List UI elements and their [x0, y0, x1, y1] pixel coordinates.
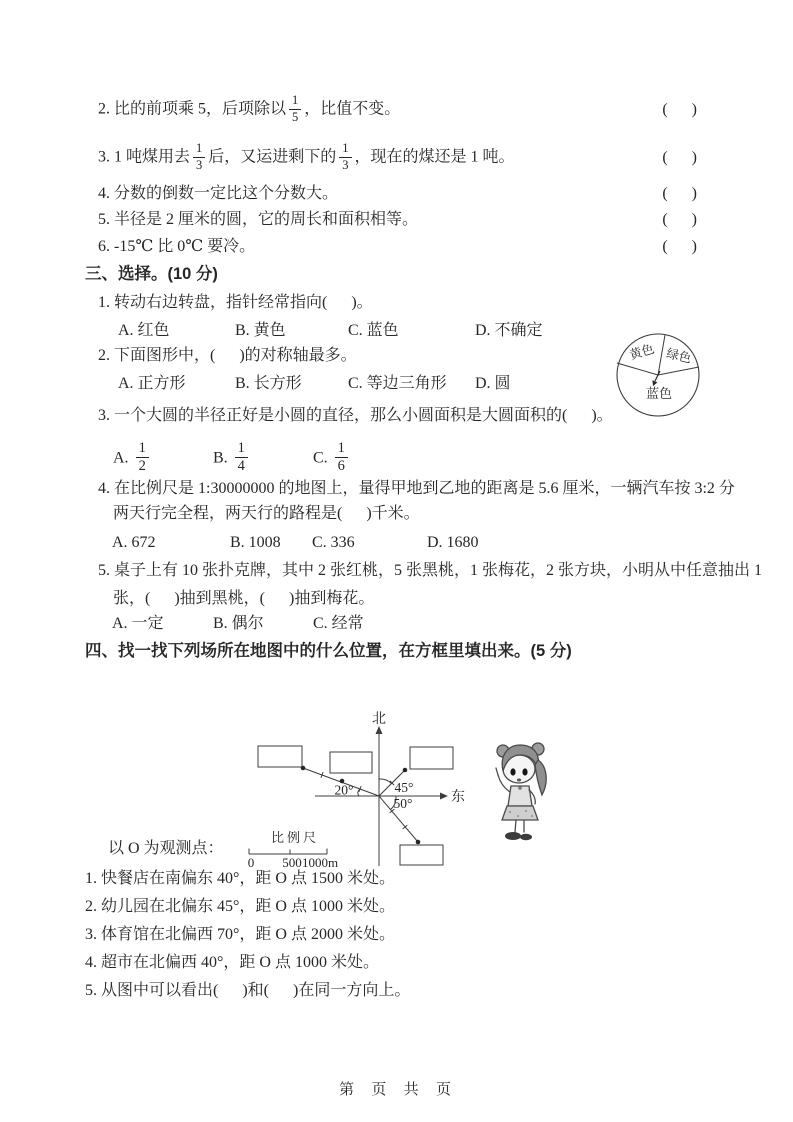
choice-q1-text: 1. 转动右边转盘，指针经常指向( )。: [98, 294, 373, 311]
option-b: B. 1008: [230, 534, 281, 551]
spinner-label-blue: 蓝色: [645, 386, 673, 401]
option-b: B. 偶尔: [213, 615, 264, 632]
fraction: $\frac{1}{5}$: [289, 94, 301, 123]
choice-q4-options: [98, 533, 738, 553]
option-b: B. $\frac{1}{4}$: [213, 442, 251, 475]
option-d: D. 圆: [475, 375, 511, 392]
north-label: 北: [372, 712, 386, 727]
judge-item-6: [98, 237, 697, 257]
answer-blank: ( ): [662, 101, 697, 118]
judge-item-2: [98, 90, 697, 130]
map-item-3: 3. 体育馆在北偏西 70°，距 O 点 2000 米处。: [85, 926, 395, 943]
fill-box-northwest-near: [330, 752, 372, 773]
option-a: A. 一定: [112, 615, 164, 632]
east-arrow-icon: [440, 793, 448, 800]
spinner-label-yellow: 黄色: [627, 341, 656, 363]
point-kindergarten: [403, 768, 408, 773]
fill-box-southeast: [400, 845, 443, 865]
option-b: B. 长方形: [235, 375, 302, 392]
answer-blank: ( ): [662, 149, 697, 166]
answer-blank: ( ): [662, 211, 697, 228]
fraction: $\frac{1}{4}$: [235, 441, 248, 474]
scale-tick-1000: 1000m: [301, 855, 339, 870]
choice-q4-line2: 两天行完全程，两天行的路程是( )千米。: [113, 505, 420, 522]
fraction: $\frac{1}{3}$: [193, 142, 205, 171]
option-c: C. 336: [312, 534, 355, 551]
option-a: A. 672: [112, 534, 156, 551]
fill-box-northeast: [410, 747, 453, 769]
choice-q4-line1: 4. 在比例尺是 1:30000000 的地图上，量得甲地到乙地的距离是 5.6 厘米，一辆汽车按 3:2 分: [98, 480, 735, 497]
option-c: C. 等边三角形: [348, 375, 447, 392]
north-arrow-icon: [376, 726, 383, 734]
option-a: A. 正方形: [118, 375, 186, 392]
angle-label-20: 20°: [334, 782, 354, 798]
spinner-label-green: 绿色: [665, 346, 693, 366]
fill-box-northwest-far: [258, 746, 302, 767]
point-restaurant: [416, 840, 421, 845]
point-gym: [301, 766, 306, 771]
statement-text: 4. 分数的倒数一定比这个分数大。: [98, 185, 339, 202]
fraction: $\frac{1}{6}$: [335, 441, 348, 474]
choice-q5-line2: 张，( )抽到黑桃，( )抽到梅花。: [113, 590, 375, 607]
map-item-2: 2. 幼儿园在北偏东 45°，距 O 点 1000 米处。: [85, 898, 395, 915]
map-item-5: 5. 从图中可以看出( )和( )在同一方向上。: [85, 982, 411, 999]
option-c: C. 经常: [313, 615, 364, 632]
answer-blank: ( ): [662, 185, 697, 202]
girl-illustration: [486, 698, 560, 884]
page-footer: 第 页 共 页: [338, 1081, 454, 1098]
scale-tick-0: 0: [247, 855, 255, 870]
option-c: C. $\frac{1}{6}$: [313, 442, 351, 475]
choice-q2-options: [98, 374, 738, 394]
map-item-4: 4. 超市在北偏西 40°，距 O 点 1000 米处。: [85, 954, 379, 971]
map-note: 以 O 为观测点：: [108, 840, 224, 857]
statement-text: 3. 1 吨煤用去 $\frac{1}{3}$ 后，又运进剩下的 $\frac{1}{3}$ ，现在的煤还是 1 吨。: [98, 141, 515, 172]
choice-q5-line1: 5. 桌子上有 10 张扑克牌，其中 2 张红桃，5 张黑桃，1 张梅花，2 张方块，小明从中任意抽出 1: [98, 562, 763, 579]
fraction: $\frac{1}{3}$: [339, 142, 351, 171]
judge-item-5: [98, 210, 697, 230]
choice-q2-text: 2. 下面图形中，( )的对称轴最多。: [98, 347, 357, 364]
choice-q5-options: [98, 614, 738, 634]
option-d: D. 1680: [427, 534, 479, 551]
angle-label-45: 45°: [394, 780, 414, 795]
scale-label: 比例尺: [270, 830, 320, 845]
fraction: $\frac{1}{2}$: [136, 441, 149, 474]
statement-text: 5. 半径是 2 厘米的圆，它的周长和面积相等。: [98, 211, 419, 228]
choice-q3-text: 3. 一个大圆的半径正好是小圆的直径，那么小圆面积是大圆面积的( )。: [98, 407, 613, 424]
angle-label-50: 50°: [393, 796, 413, 811]
section-3-header: 三、选择。(10 分): [85, 265, 218, 283]
choice-q3-options: [98, 432, 738, 475]
section-4-header: 四、找一找下列场所在地图中的什么位置，在方框里填出来。(5 分): [85, 642, 572, 660]
option-d: D. 不确定: [475, 322, 543, 339]
option-c: C. 蓝色: [348, 322, 399, 339]
option-a: A. $\frac{1}{2}$: [113, 442, 152, 475]
east-label: 东: [451, 790, 465, 805]
map-item-1: 1. 快餐店在南偏东 40°，距 O 点 1500 米处。: [85, 870, 395, 887]
statement-text: 6. -15℃ 比 0℃ 要冷。: [98, 238, 256, 255]
statement-text: 2. 比的前项乘 5，后项除以 $\frac{1}{5}$ ，比值不变。: [98, 93, 401, 124]
option-a: A. 红色: [118, 322, 170, 339]
scale-tick-500: 500: [282, 855, 302, 870]
answer-blank: ( ): [662, 238, 697, 255]
judge-item-4: [98, 184, 697, 204]
judge-item-3: [98, 138, 697, 178]
option-b: B. 黄色: [235, 322, 286, 339]
